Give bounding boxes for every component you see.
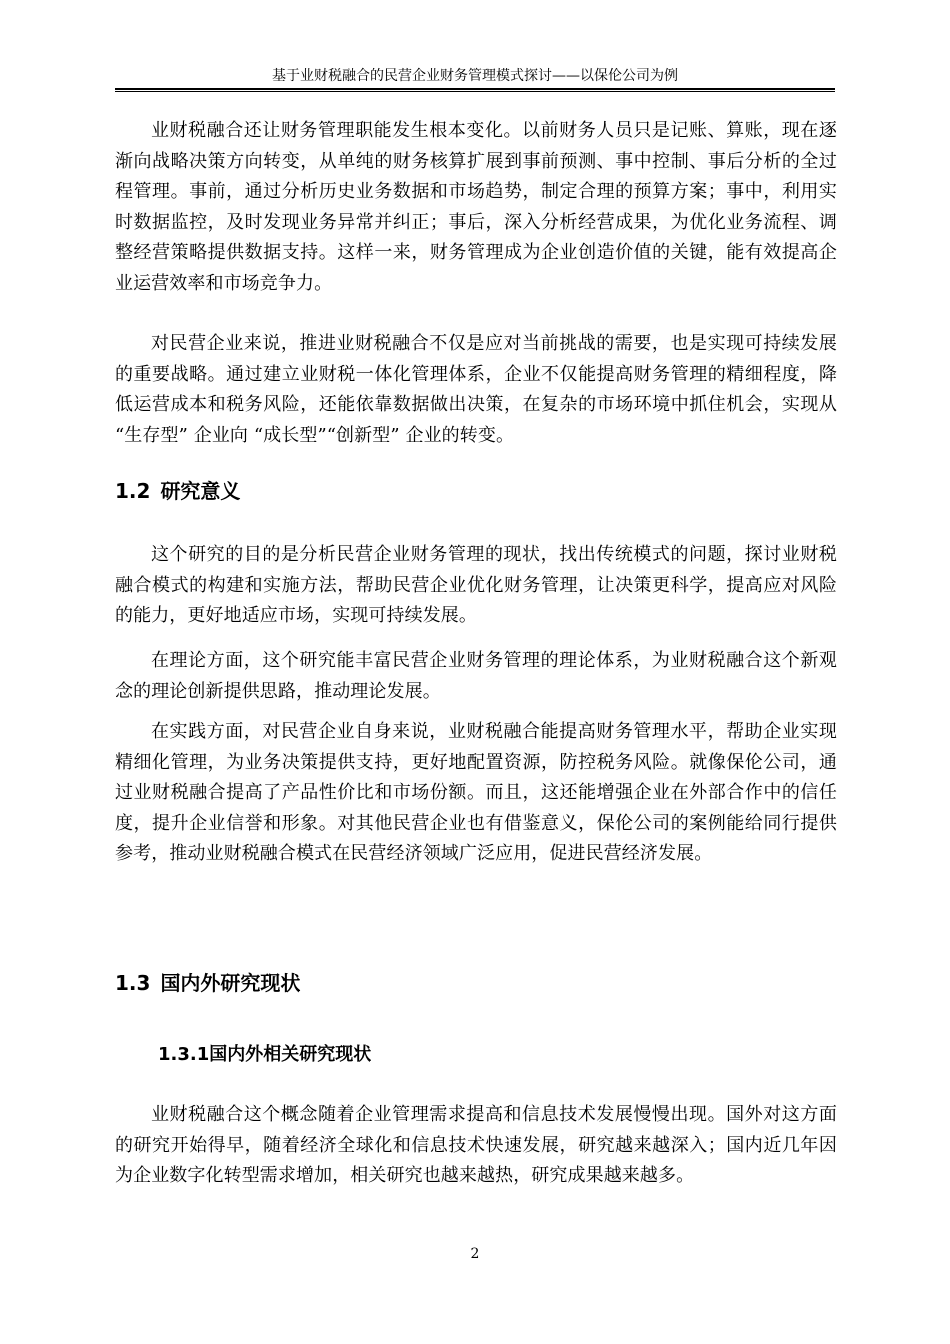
- section-heading-1-3: [115, 969, 300, 997]
- running-header: 基于业财税融合的民营企业财务管理模式探讨——以保伦公司为例: [272, 68, 678, 84]
- subsection-heading-1-3-1: 1.3.1国内外相关研究现状: [158, 1044, 372, 1065]
- paragraph-practical-significance: 在实践方面，对民营企业自身来说，业财税融合能提高财务管理水平，帮助企业实现精细化管理，为业务决策提供支持，更好地配置资源，防控税务风险。就像保伦公司，通过业财税融合提高了产品性价比和市场份额。而且，这还能增强企业在外部合作中的信任度，提升企业信誉和形象。对其他民营企业也有借鉴意义，保伦公司的案例能给同行提供参考，推动业财税融合模式在民营经济领域广泛应用，促进民营经济发展。: [115, 721, 837, 865]
- paragraph-strategic-importance: 对民营企业来说，推进业财税融合不仅是应对当前挑战的需要，也是实现可持续发展的重要战略。通过建立业财税一体化管理体系，企业不仅能提高财务管理的精细程度，降低运营成本和税务风险，还能依靠数据做出决策，在复杂的市场环境中抓住机会，实现从 “生存型” 企业向 “成长型”“创新型” 企业的转变。: [115, 333, 837, 446]
- section-number: 1.3: [115, 971, 151, 995]
- paragraph-theoretical-significance: 在理论方面，这个研究能丰富民营企业财务管理的理论体系，为业财税融合这个新观念的理论创新提供思路，推动理论发展。: [115, 650, 837, 702]
- header-rule-thin: [115, 91, 835, 92]
- section-heading-1-2: [115, 477, 240, 505]
- paragraph-financial-function-change: 业财税融合还让财务管理职能发生根本变化。以前财务人员只是记账、算账，现在逐渐向战略决策方向转变，从单纯的财务核算扩展到事前预测、事中控制、事后分析的全过程管理。事前，通过分析历史业务数据和市场趋势，制定合理的预算方案；事中，利用实时数据监控，及时发现业务异常并纠正；事后，深入分析经营成果，为优化业务流程、调整经营策略提供数据支持。这样一来，财务管理成为企业创造价值的关键，能有效提高企业运营效率和市场竞争力。: [115, 120, 837, 294]
- page-number: 2: [470, 1246, 480, 1262]
- section-title: 研究意义: [160, 479, 241, 503]
- section-title: 国内外研究现状: [160, 971, 301, 995]
- header-rule: [115, 88, 835, 90]
- section-number: 1.2: [115, 479, 151, 503]
- paragraph-research-purpose: 这个研究的目的是分析民营企业财务管理的现状，找出传统模式的问题，探讨业财税融合模式的构建和实施方法，帮助民营企业优化财务管理，让决策更科学，提高应对风险的能力，更好地适应市场，实现可持续发展。: [115, 544, 837, 627]
- paragraph-research-status-intro: 业财税融合这个概念随着企业管理需求提高和信息技术发展慢慢出现。国外对这方面的研究开始得早，随着经济全球化和信息技术快速发展，研究越来越深入；国内近几年因为企业数字化转型需求增加，相关研究也越来越热，研究成果越来越多。: [115, 1104, 837, 1187]
